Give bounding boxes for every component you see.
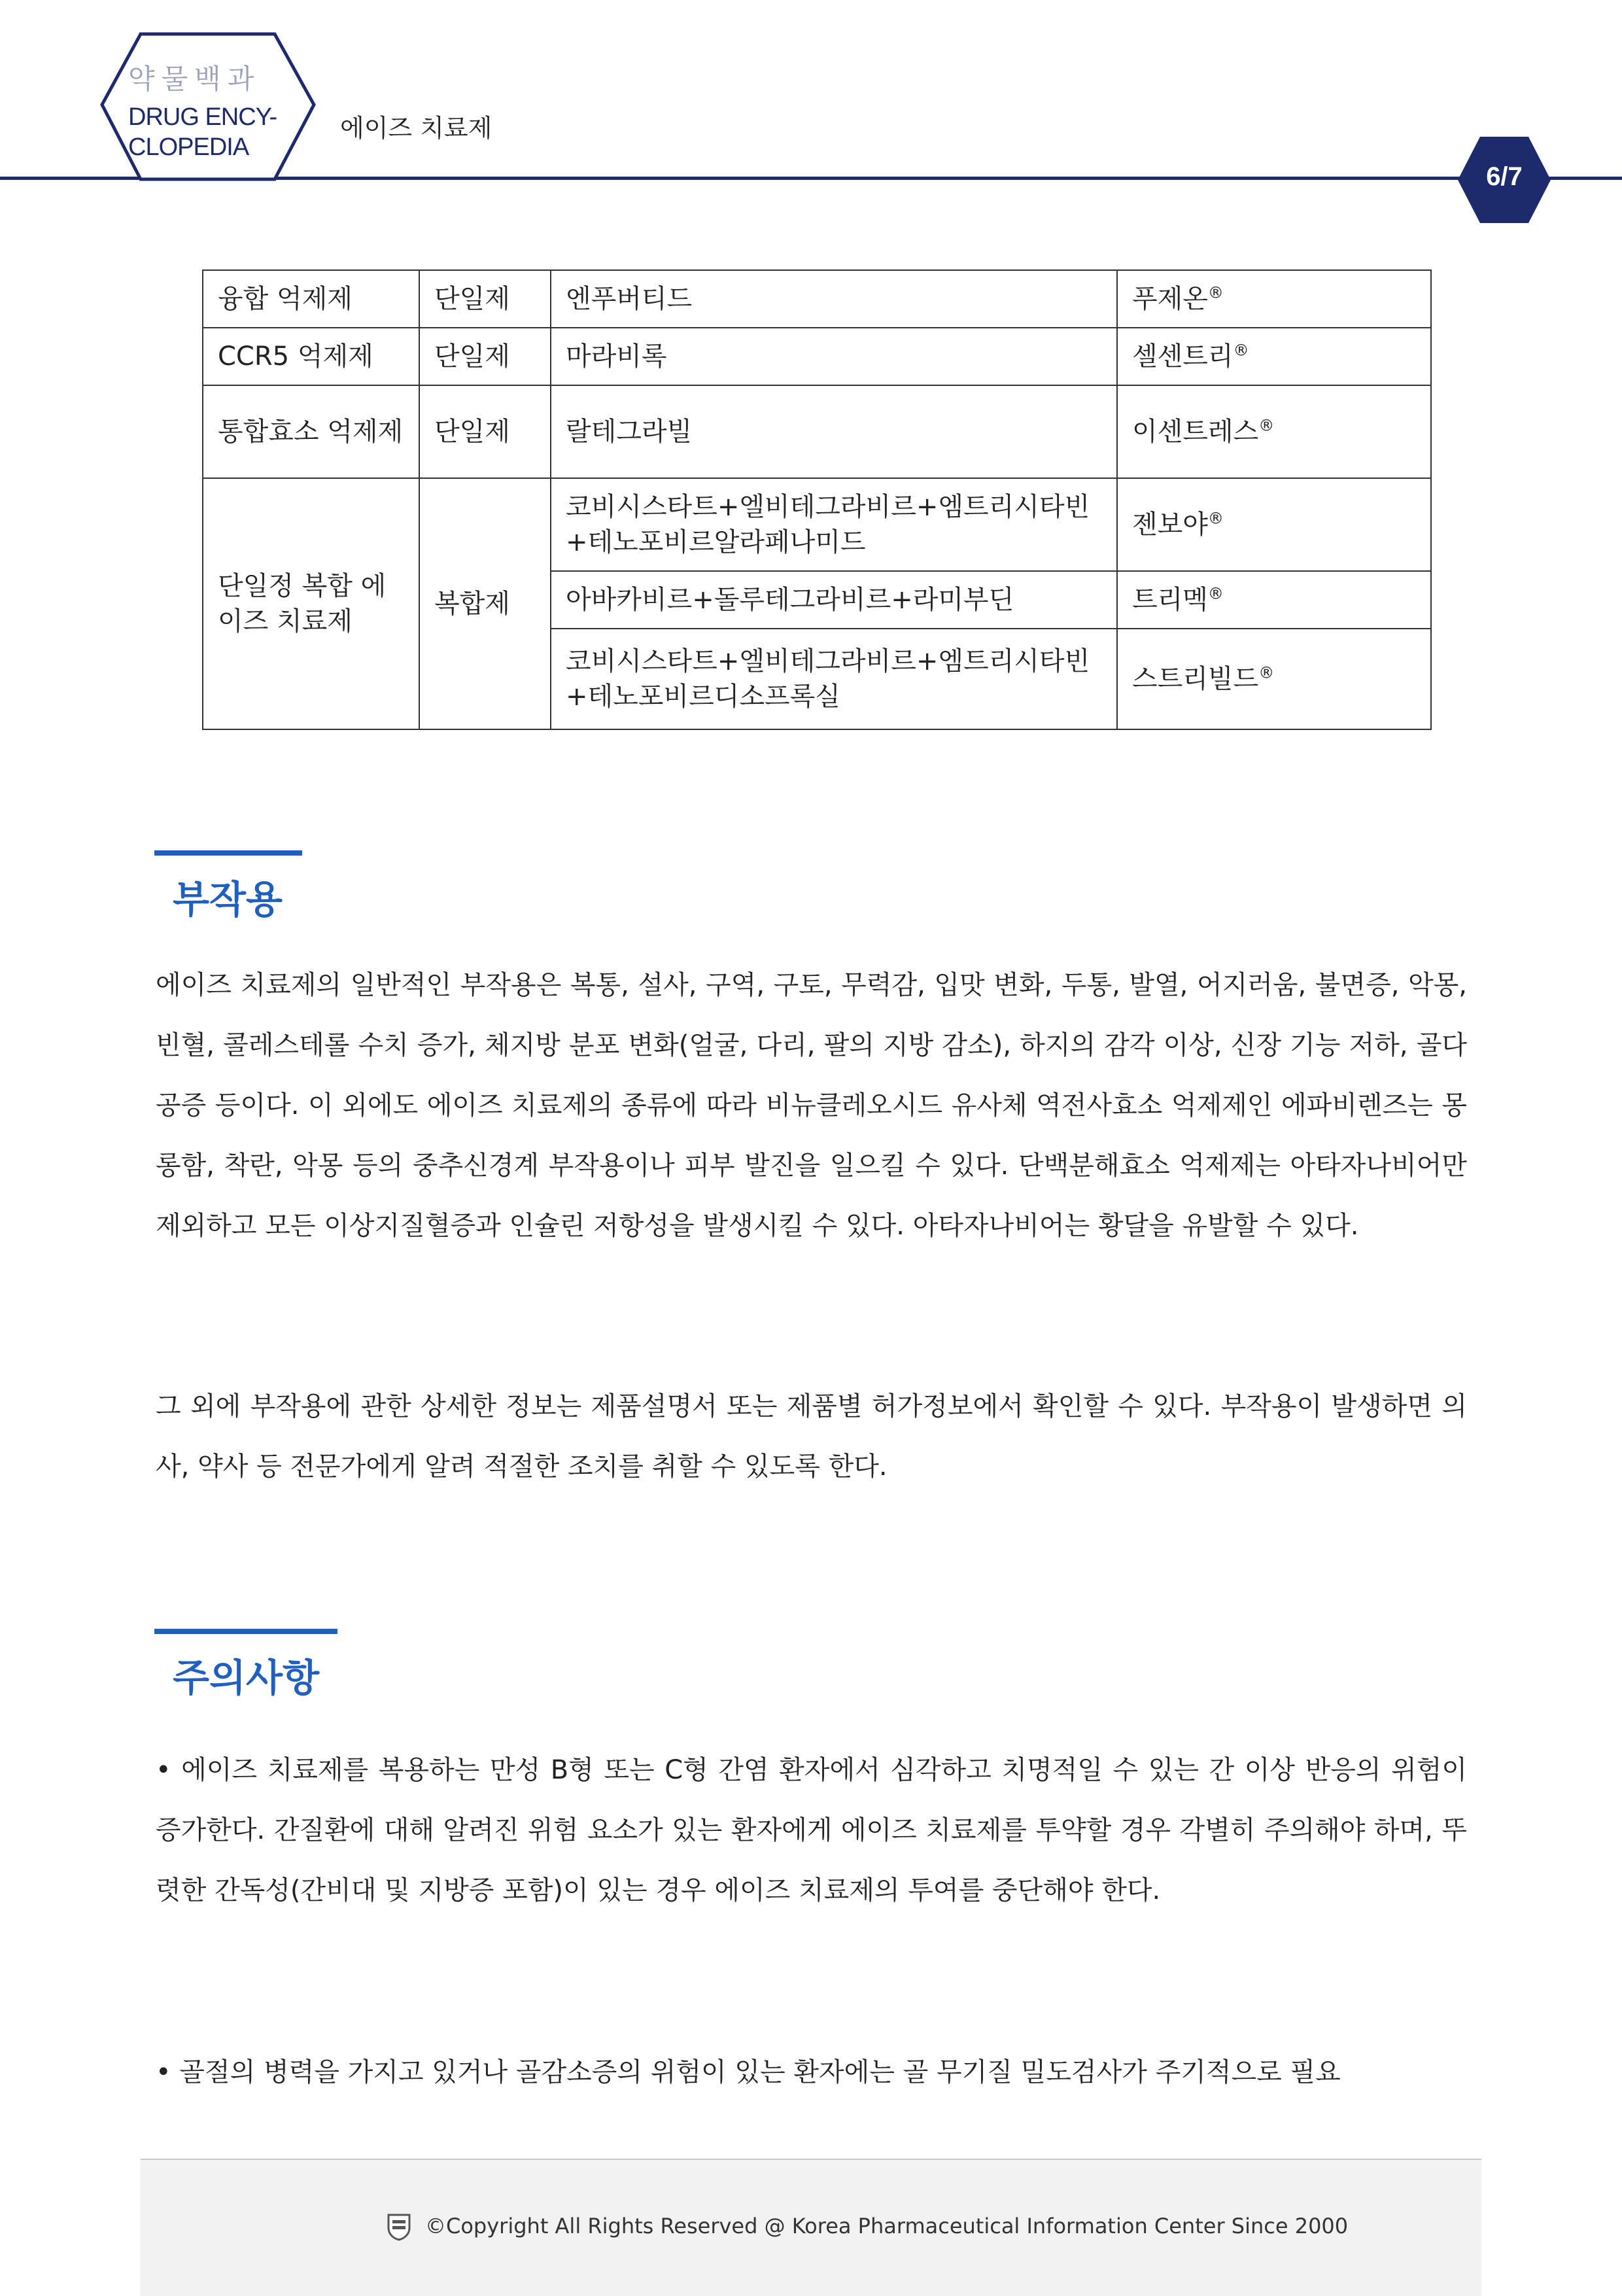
table-cell-ingredient: 마라비록 [551,328,1117,385]
section-accent-bar [154,1629,337,1634]
table-cell-type: 단일제 [419,328,551,385]
brand-name: 이센트레스 [1132,417,1259,447]
brand-name: 셀센트리 [1132,341,1234,372]
table-cell-category: 단일정 복합 에이즈 치료제 [203,478,419,729]
registered-mark: ® [1207,283,1224,302]
registered-mark: ® [1258,416,1275,435]
table-cell-category: CCR5 억제제 [203,328,419,385]
table-cell-brand [1117,328,1431,385]
table-cell-category: 통합효소 억제제 [203,385,419,478]
brand-name: 스트리빌드 [1132,664,1259,694]
logo [128,65,279,162]
logo-english-line2: CLOPEDIA [128,133,249,161]
brand-name: 젠보야 [1132,510,1208,540]
section-accent-bar [154,850,302,856]
table-cell-brand [1117,629,1431,729]
section-title-precautions: 주의사항 [173,1656,320,1700]
precaution-bullet-2: • 골절의 병력을 가지고 있거나 골감소증의 위험이 있는 환자에는 골 무기질 밀도검사가 주기적으로 필요 [156,2057,1341,2087]
table-row [203,385,1431,478]
table-cell-ingredient: 코비시스타트+엘비테그라비르+엠트리시타빈+테노포비르디소프록실 [551,629,1117,729]
side-effects-paragraph-1: 에이즈 치료제의 일반적인 부작용은 복통, 설사, 구역, 구토, 무력감, 입맛 변화, 두통, 발열, 어지러움, 불면증, 악몽, 빈혈, 콜레스테롤 수치 증가, 체지방 분포 변화(얼굴, 다리, 팔의 지방 감소), 하지의 감각 이상, 신장 기능 저하, 골다공증 등이다. 이 외에도 에이즈 치료제의 종류에 따라 비뉴클레오시드 유사체 역전사효소 억제제인 에파비렌즈는 몽롱함, 착란, 악몽 등의 중추신경계 부작용이나 피부 발진을 일으킬 수 있다. 단백분해효소 억제제는 아타자나비어만 제외하고 모든 이상지질혈증과 인슐린 저항성을 발생시킬 수 있다. 아타자나비어는 황달을 유발할 수 있다. [156,970,1467,1241]
table-cell-type: 단일제 [419,270,551,328]
table-cell-type: 단일제 [419,385,551,478]
precaution-bullet-1: • 에이즈 치료제를 복용하는 만성 B형 또는 C형 간염 환자에서 심각하고 치명적일 수 있는 간 이상 반응의 위험이 증가한다. 간질환에 대해 알려진 위험 요소가 있는 환자에게 에이즈 치료제를 투약할 경우 각별히 주의해야 하며, 뚜렷한 간독성(간비대 및 지방증 포함)이 있는 경우 에이즈 치료제의 투여를 중단해야 한다. [156,1755,1467,1905]
page-number: 6/7 [1486,162,1523,191]
table-cell-ingredient: 엔푸버티드 [551,270,1117,328]
registered-mark: ® [1207,584,1224,603]
registered-mark: ® [1207,509,1224,528]
brand-name: 푸제온 [1132,284,1208,314]
logo-korean: 약물백과 [128,63,261,94]
table-cell-ingredient: 코비시스타트+엘비테그라비르+엠트리시타빈+테노포비르알라페나미드 [551,478,1117,571]
table-cell-ingredient: 아바카비르+돌루테그라비르+라미부딘 [551,571,1117,629]
table-cell-brand [1117,478,1431,571]
table-cell-brand [1117,385,1431,478]
table-cell-brand [1117,571,1431,629]
copyright-text: ©Copyright All Rights Reserved @ Korea Pharmaceutical Information Center Since 2000 [425,2214,1349,2238]
document-title: 에이즈 치료제 [340,114,492,143]
brand-name: 트리멕 [1132,585,1208,615]
table-row [203,328,1431,385]
table-cell-brand [1117,270,1431,328]
drug-table [202,270,1432,730]
table-cell-category: 융합 억제제 [203,270,419,328]
registered-mark: ® [1258,663,1275,682]
table-cell-ingredient: 랄테그라빌 [551,385,1117,478]
shield-icon [386,2212,412,2241]
table-row [203,270,1431,328]
logo-english-line1: DRUG ENCY- [128,103,277,131]
table-row [203,478,1431,571]
section-title-side-effects: 부작용 [173,877,283,922]
table-cell-type: 복합제 [419,478,551,729]
side-effects-paragraph-2: 그 외에 부작용에 관한 상세한 정보는 제품설명서 또는 제품별 허가정보에서 확인할 수 있다. 부작용이 발생하면 의사, 약사 등 전문가에게 알려 적절한 조치를 취할 수 있도록 한다. [156,1391,1467,1482]
registered-mark: ® [1233,341,1249,360]
